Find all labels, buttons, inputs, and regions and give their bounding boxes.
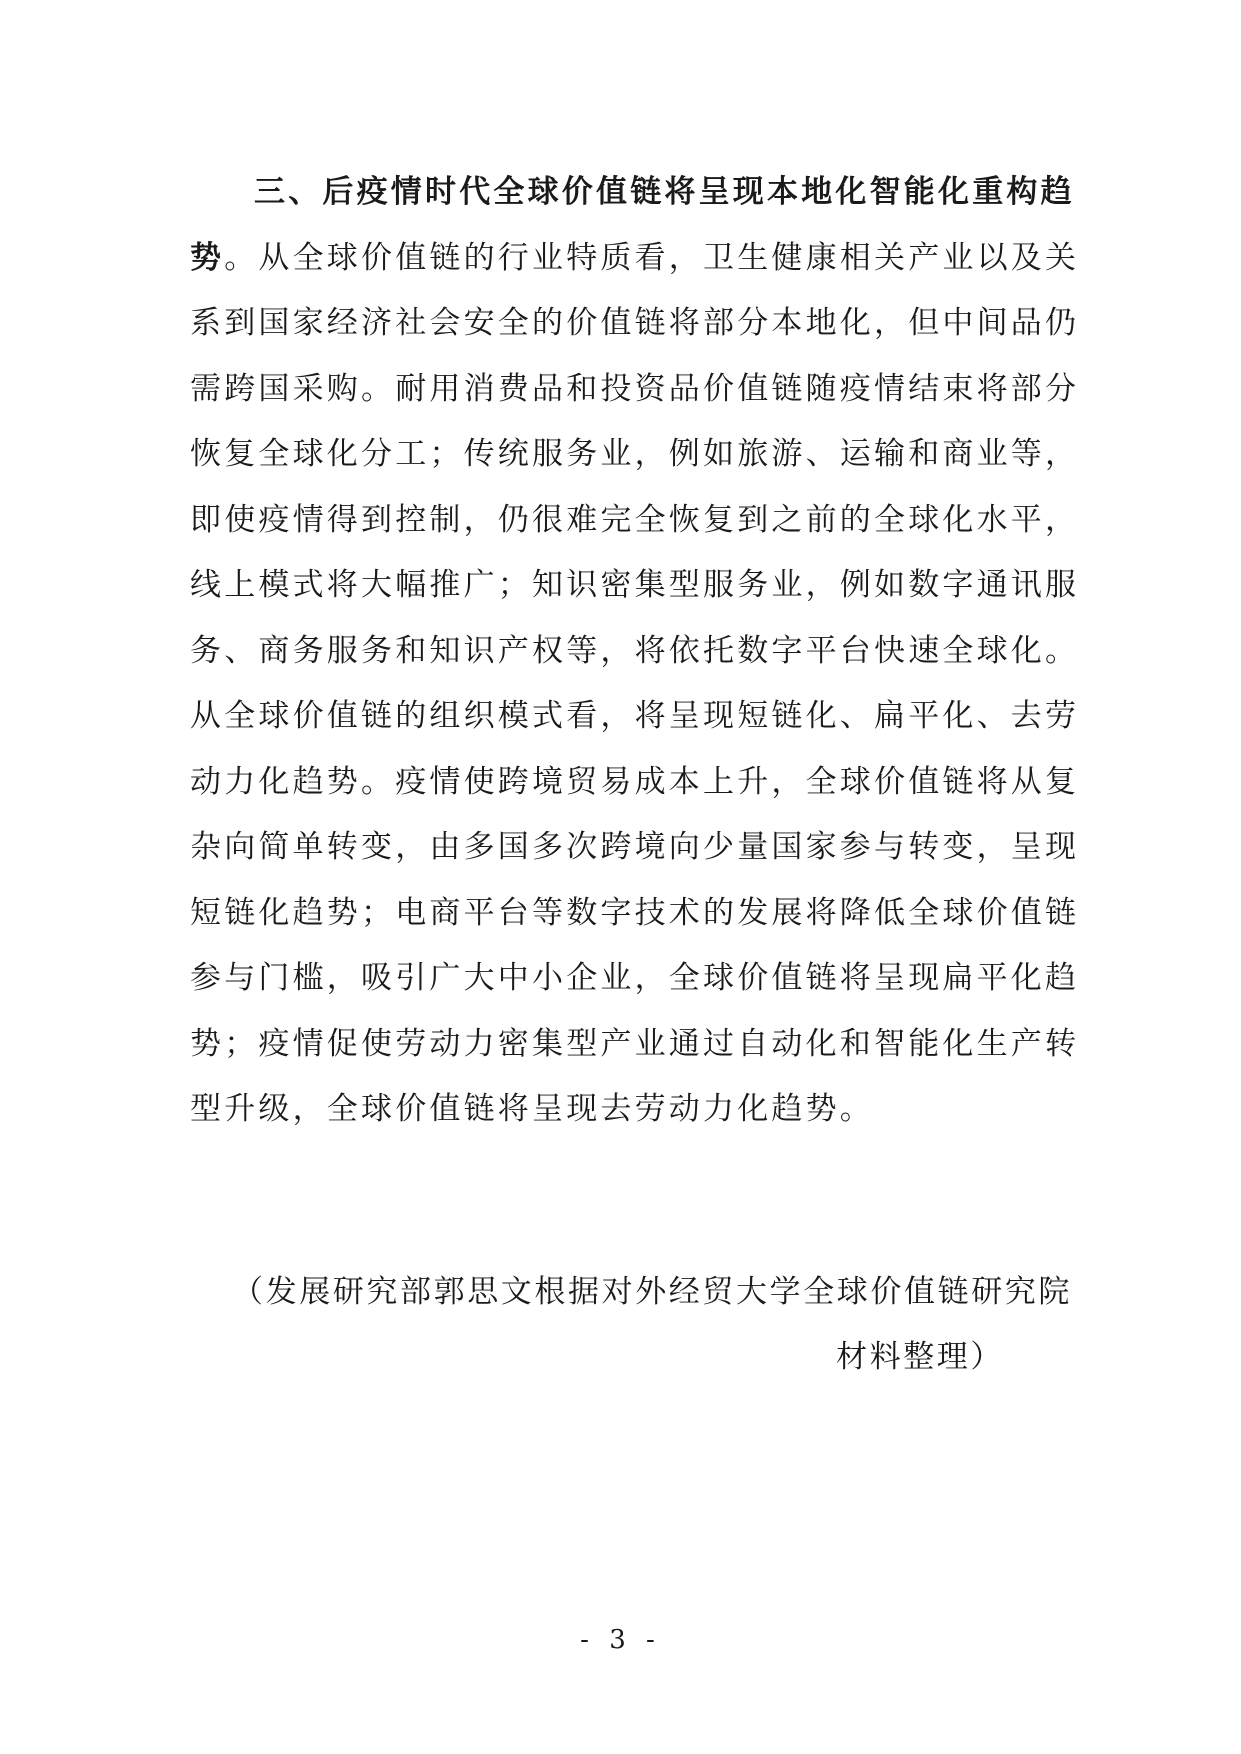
page-number: - 3 - bbox=[580, 1625, 661, 1655]
paragraph-line: 杂向简单转变，由多国多次跨境向少量国家参与转变，呈现 bbox=[190, 829, 1080, 865]
paragraph-line: 型升级，全球价值链将呈现去劳动力化趋势。 bbox=[190, 1091, 874, 1127]
paragraph-line: 即使疫情得到控制，仍很难完全恢复到之前的全球化水平， bbox=[190, 501, 1080, 538]
paragraph-line: 短链化趋势；电商平台等数字技术的发展将降低全球价值链 bbox=[190, 894, 1080, 931]
source-line: （发展研究部郭思文根据对外经贸大学全球价值链研究院 bbox=[232, 1274, 1072, 1310]
paragraph-line: 恢复全球化分工；传统服务业，例如旅游、运输和商业等， bbox=[190, 436, 1080, 472]
paragraph-line: 需跨国采购。耐用消费品和投资品价值链随疫情结束将部分 bbox=[190, 370, 1080, 407]
paragraph-line: 系到国家经济社会安全的价值链将部分本地化，但中间品仍 bbox=[190, 305, 1080, 341]
section-three-body bbox=[190, 160, 1080, 1143]
section-heading-line bbox=[190, 160, 1075, 226]
paragraph-text: 。从全球价值链的行业特质看，卫生健康相关产业以及关 bbox=[224, 239, 1080, 276]
paragraph-line: 势；疫情促使劳动力密集型产业通过自动化和智能化生产转 bbox=[190, 1025, 1080, 1062]
source-attribution bbox=[190, 1260, 1072, 1390]
paragraph-line: 从全球价值链的组织模式看，将呈现短链化、扁平化、去劳 bbox=[190, 698, 1080, 734]
source-line: 材料整理） bbox=[836, 1339, 1004, 1375]
paragraph-line: 动力化趋势。疫情使跨境贸易成本上升，全球价值链将从复 bbox=[190, 763, 1080, 800]
section-heading: 三、后疫情时代全球价值链将呈现本地化智能化重构趋 bbox=[254, 174, 1075, 210]
paragraph-line: 参与门槛，吸引广大中小企业，全球价值链将呈现扁平化趋 bbox=[190, 960, 1080, 996]
paragraph-line: 务、商务服务和知识产权等，将依托数字平台快速全球化。 bbox=[190, 632, 1080, 669]
section-heading-end: 势 bbox=[190, 239, 225, 276]
paragraph-line: 线上模式将大幅推广；知识密集型服务业，例如数字通讯服 bbox=[190, 567, 1080, 603]
paragraph-line bbox=[190, 226, 1080, 292]
